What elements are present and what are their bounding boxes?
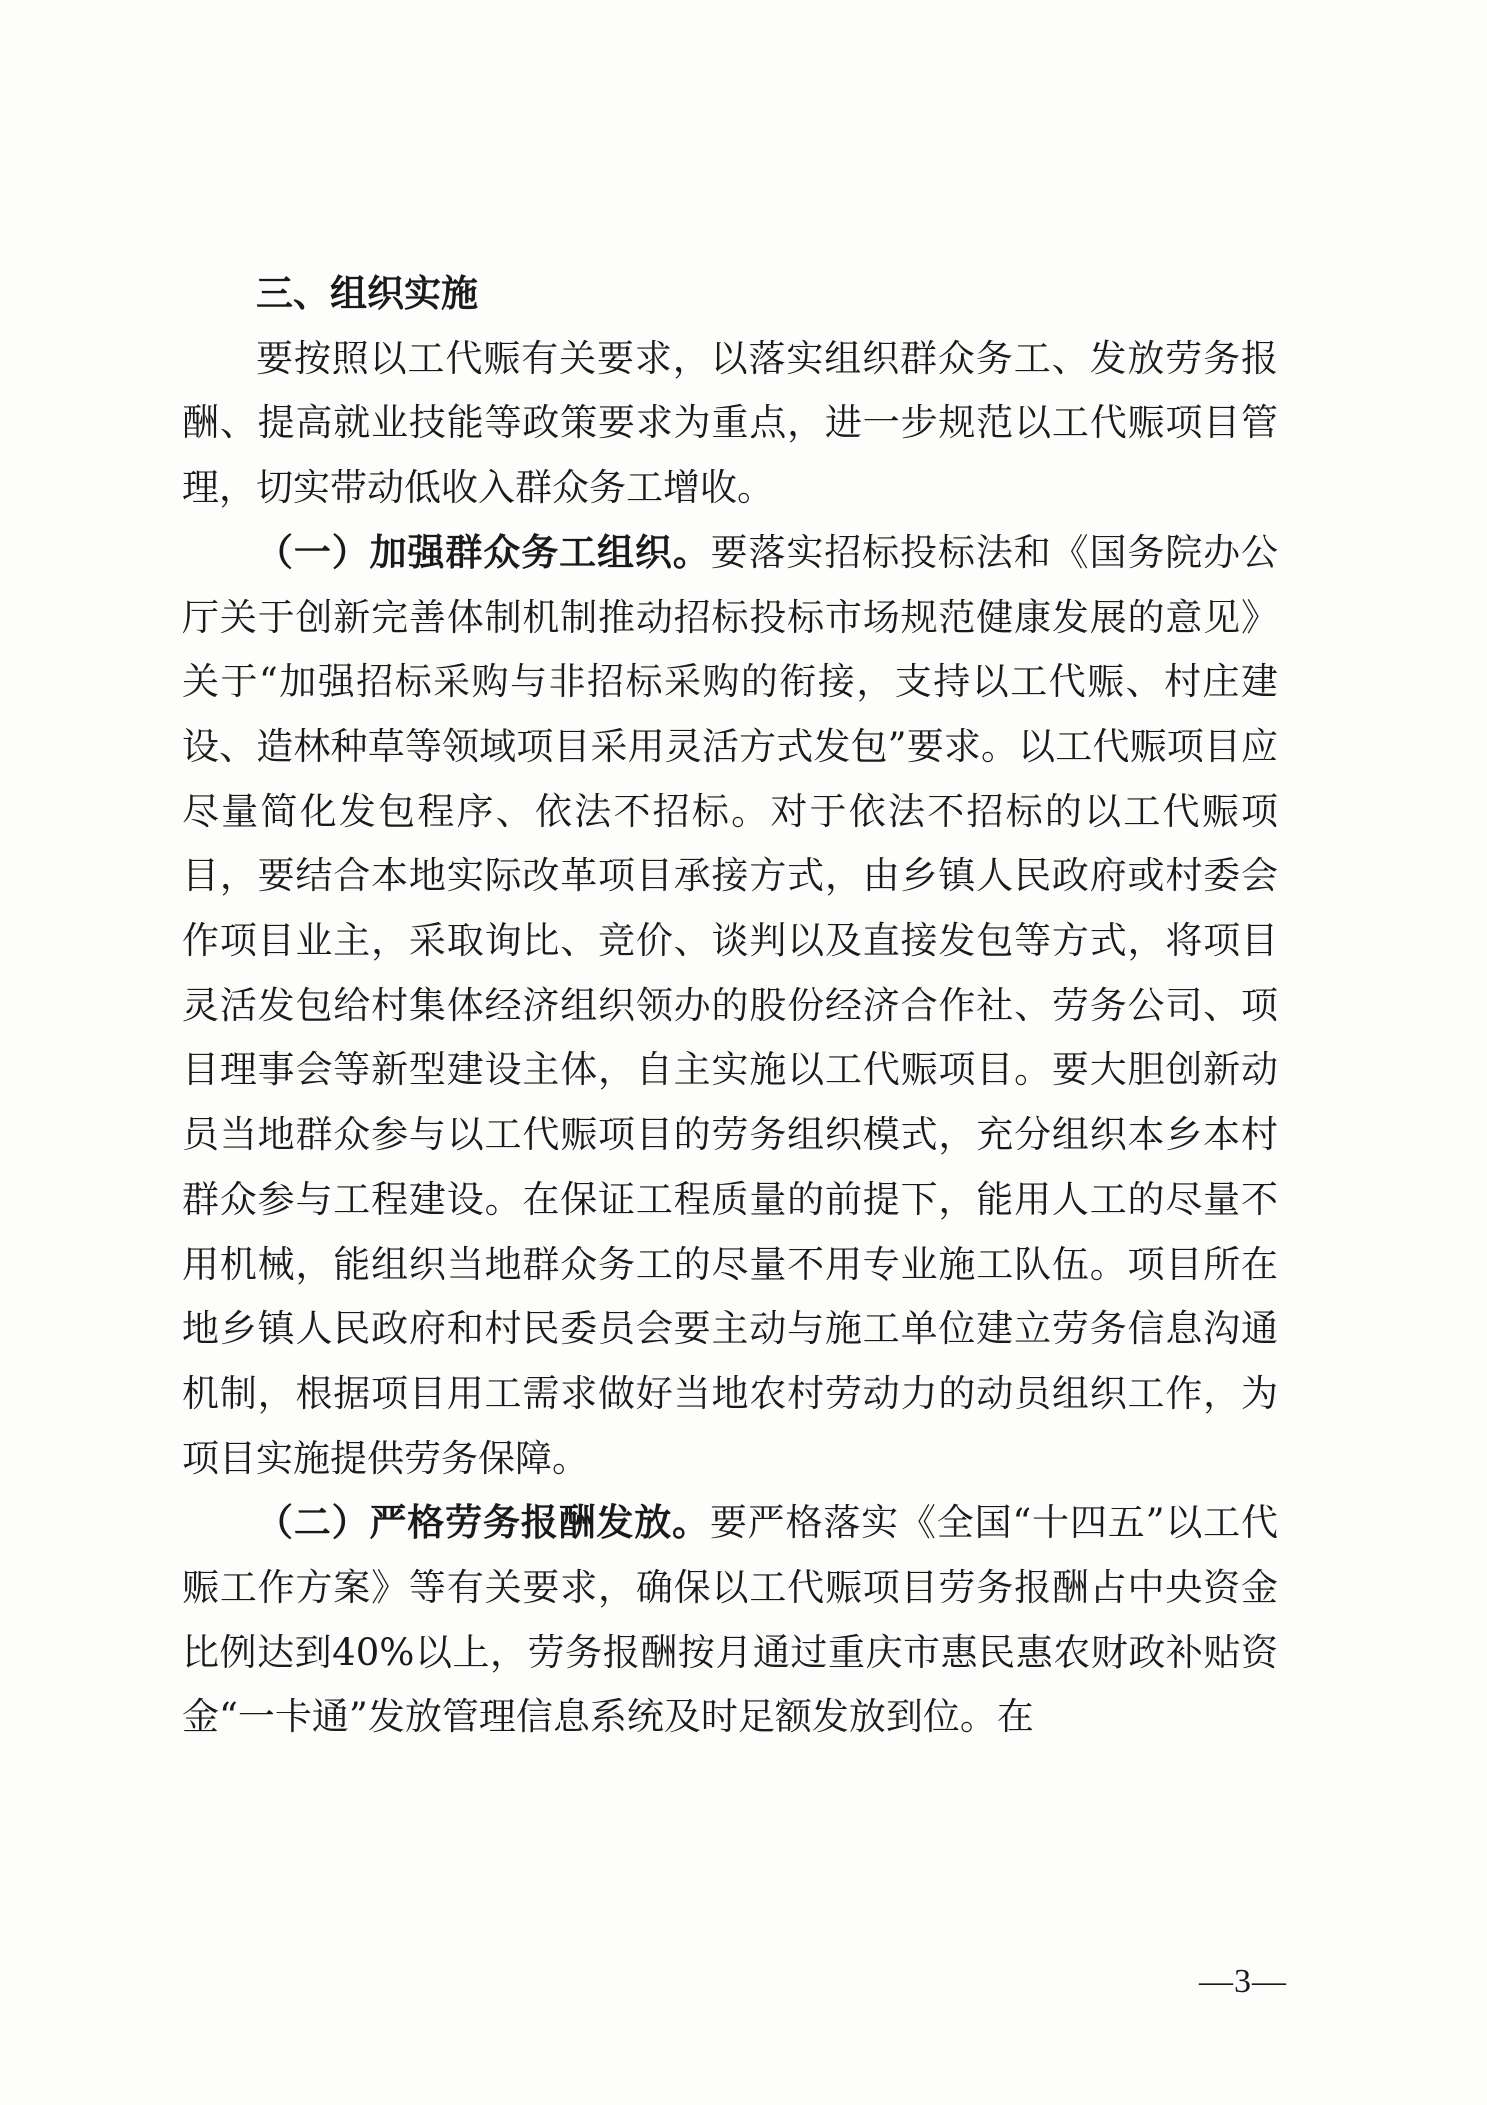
item-2-body: 要严格落实《全国“十四五”以工代赈工作方案》等有关要求，确保以工代赈项目劳务报酬占中央资金比例达到40%以上，劳务报酬按月通过重庆市惠民惠农财政补贴资金“一卡通”发放管理信息系统及时足额发放到位。在 (182, 1501, 1278, 1739)
item-2-title: （二）严格劳务报酬发放。 (256, 1501, 710, 1545)
item-1-paragraph (182, 521, 1278, 1492)
item-1-title: （一）加强群众务工组织。 (256, 530, 711, 574)
page-number: —3— (1199, 1963, 1287, 2000)
item-1-body: 要落实招标投标法和《国务院办公厅关于创新完善体制机制推动招标投标市场规范健康发展的意见》关于“加强招标采购与非招标采购的衔接，支持以工代赈、村庄建设、造林种草等领域项目采用灵活方式发包”要求。以工代赈项目应尽量简化发包程序、依法不招标。对于依法不招标的以工代赈项目，要结合本地实际改革项目承接方式，由乡镇人民政府或村委会作项目业主，采取询比、竞价、谈判以及直接发包等方式，将项目灵活发包给村集体经济组织领办的股份经济合作社、劳务公司、项目理事会等新型建设主体，自主实施以工代赈项目。要大胆创新动员当地群众参与以工代赈项目的劳务组织模式，充分组织本乡本村群众参与工程建设。在保证工程质量的前提下，能用人工的尽量不用机械，能组织当地群众务工的尽量不用专业施工队伍。项目所在地乡镇人民政府和村民委员会要主动与施工单位建立劳务信息沟通机制，根据项目用工需求做好当地农村劳动力的动员组织工作，为项目实施提供劳务保障。 (182, 530, 1279, 1480)
section-intro-paragraph: 要按照以工代赈有关要求，以落实组织群众务工、发放劳务报酬、提高就业技能等政策要求为重点，进一步规范以工代赈项目管理，切实带动低收入群众务工增收。 (182, 336, 1278, 510)
section-heading: 三、组织实施 (256, 272, 478, 315)
document-body (182, 262, 1278, 1750)
item-2-paragraph (182, 1491, 1278, 1750)
